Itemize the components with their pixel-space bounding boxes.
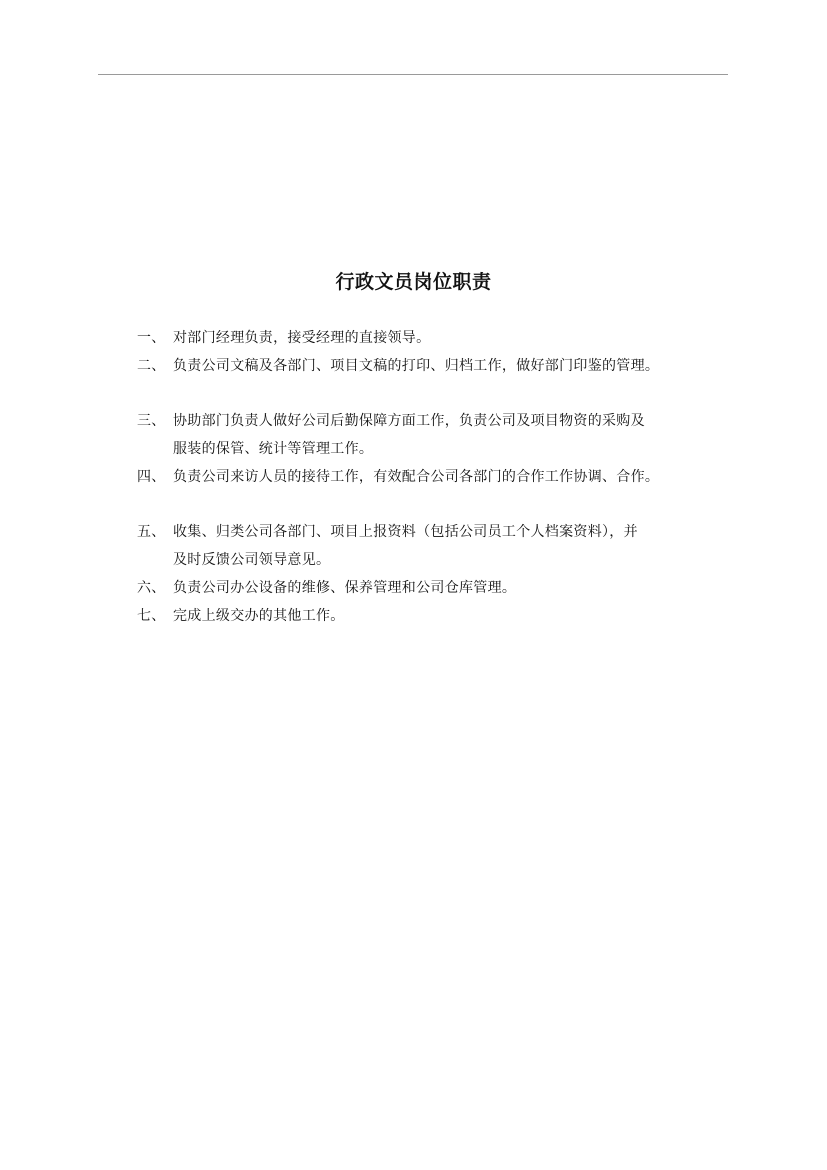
- duty-item-3: [137, 411, 645, 431]
- duty-item-4: [137, 467, 659, 487]
- duty-item-text: 收集、归类公司各部门、项目上报资料（包括公司员工个人档案资料），并: [173, 524, 638, 540]
- duty-item-text: 协助部门负责人做好公司后勤保障方面工作，负责公司及项目物资的采购及: [173, 413, 645, 429]
- duty-item-text: 完成上级交办的其他工作。: [173, 608, 345, 624]
- duty-item-text: 对部门经理负责，接受经理的直接领导。: [173, 330, 431, 346]
- duty-item-number: 五、: [137, 524, 166, 540]
- duty-item-3-continuation: [173, 439, 373, 459]
- duty-item-number: 一、: [137, 330, 166, 346]
- document-title: 行政文员岗位职责: [335, 271, 492, 293]
- duty-item-1: [137, 328, 430, 348]
- duty-item-5: [137, 522, 638, 542]
- duty-item-2: [137, 356, 659, 376]
- duty-item-number: 三、: [137, 413, 166, 429]
- duty-item-7: [137, 606, 345, 626]
- duty-item-number: 二、: [137, 358, 166, 374]
- duty-item-6: [137, 578, 516, 598]
- duty-item-number: 四、: [137, 469, 166, 485]
- duty-item-number: 七、: [137, 608, 166, 624]
- duty-item-text: 负责公司办公设备的维修、保养管理和公司仓库管理。: [173, 580, 517, 596]
- duty-item-text: 负责公司文稿及各部门、项目文稿的打印、归档工作，做好部门印鉴的管理。: [173, 358, 660, 374]
- duty-item-text: 及时反馈公司领导意见。: [173, 552, 331, 568]
- duty-item-text: 负责公司来访人员的接待工作，有效配合公司各部门的合作工作协调、合作。: [173, 469, 660, 485]
- duty-item-text: 服装的保管、统计等管理工作。: [173, 441, 374, 457]
- duty-item-5-continuation: [173, 550, 330, 570]
- duty-item-number: 六、: [137, 580, 166, 596]
